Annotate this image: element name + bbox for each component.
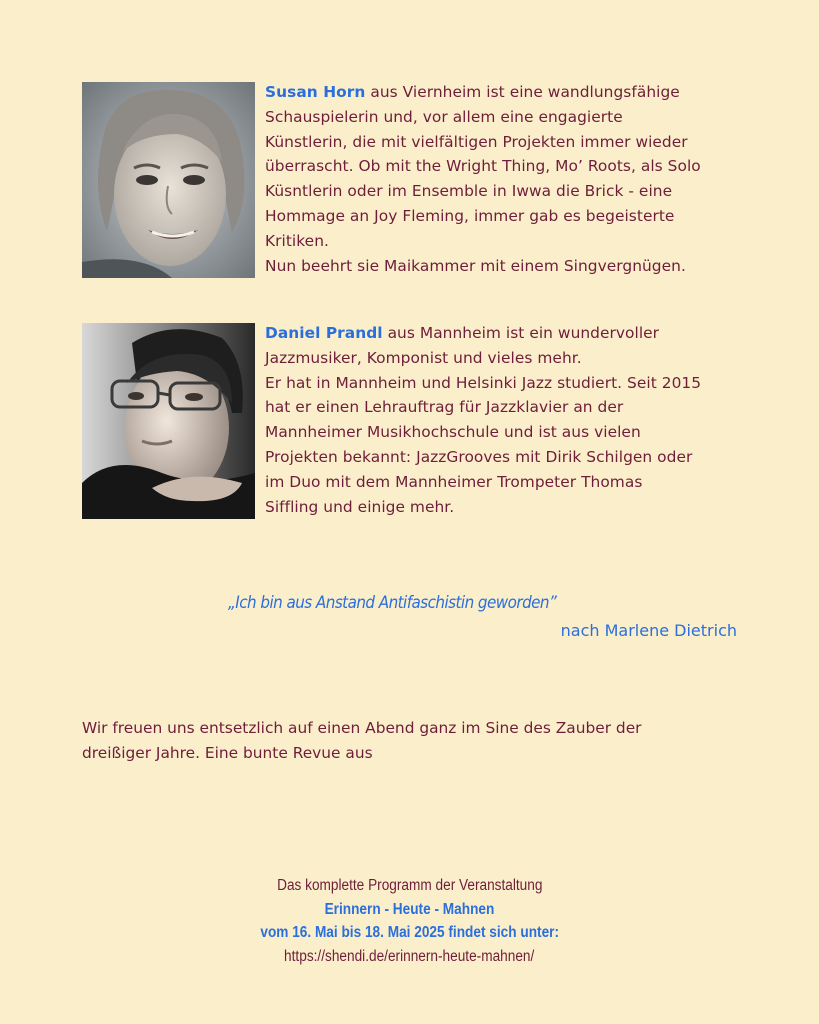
bio-line: Siffling und einige mehr. [265,497,455,516]
bio-line: Nun beehrt sie Maikammer mit einem Singvergnügen. [265,256,686,275]
bio-line: hat er einen Lehrauftrag für Jazzklavier an der [265,398,624,417]
daniel-prandl-photo [82,323,255,519]
daniel-prandl-bio [265,321,745,519]
event-dates: vom 16. Mai bis 18. Mai 2025 findet sich unter: [260,924,559,941]
bio-line: Schauspielerin und, vor allem eine engagierte [265,107,623,126]
bio-line: aus Mannheim ist ein wundervoller [382,324,660,342]
bio-line: Er hat in Mannheim und Helsinki Jazz studiert. Seit 2015 [265,373,702,392]
susan-horn-photo [82,82,255,278]
bio-line: Kritiken. [265,231,329,250]
program-footer [0,874,819,968]
intro-line: Wir freuen uns entsetzlich auf einen Abend ganz im Sine des Zauber der [82,719,642,737]
bio-line: Jazzmusiker, Komponist und vieles mehr. [265,348,582,367]
bio-line: Projekten bekannt: JazzGrooves mit Dirik Schilgen oder [265,447,693,466]
program-link[interactable]: https://shendi.de/erinnern-heute-mahnen/ [284,947,535,965]
susan-horn-bio [265,80,745,278]
bio-line: Küsntlerin oder im Ensemble in Iwwa die Brick - eine [265,182,673,201]
bio-line: überrascht. Ob mit the Wright Thing, Mo’ Roots, als Solo [265,157,701,176]
bio-line: im Duo mit dem Mannheimer Trompeter Thomas [265,472,643,491]
susan-horn-name: Susan Horn [265,83,366,101]
bio-line: Hommage an Joy Fleming, immer gab es begeisterte [265,206,675,225]
bio-line: aus Viernheim ist eine wandlungsfähige [365,83,680,101]
intro-paragraph [82,716,742,766]
intro-line: dreißiger Jahre. Eine bunte Revue aus [82,743,373,762]
bio-line: Mannheimer Musikhochschule und ist aus vielen [265,423,641,442]
quote-text: „Ich bin aus Anstand Antifaschistin geworden” [228,593,557,612]
event-title: Erinnern - Heute - Mahnen [324,900,495,918]
footer-intro: Das komplette Programm der Veranstaltung [276,877,543,894]
bio-line: Künstlerin, die mit vielfältigen Projekten immer wieder [265,132,688,151]
daniel-prandl-name: Daniel Prandl [265,324,383,342]
quote-source: nach Marlene Dietrich [560,621,737,640]
